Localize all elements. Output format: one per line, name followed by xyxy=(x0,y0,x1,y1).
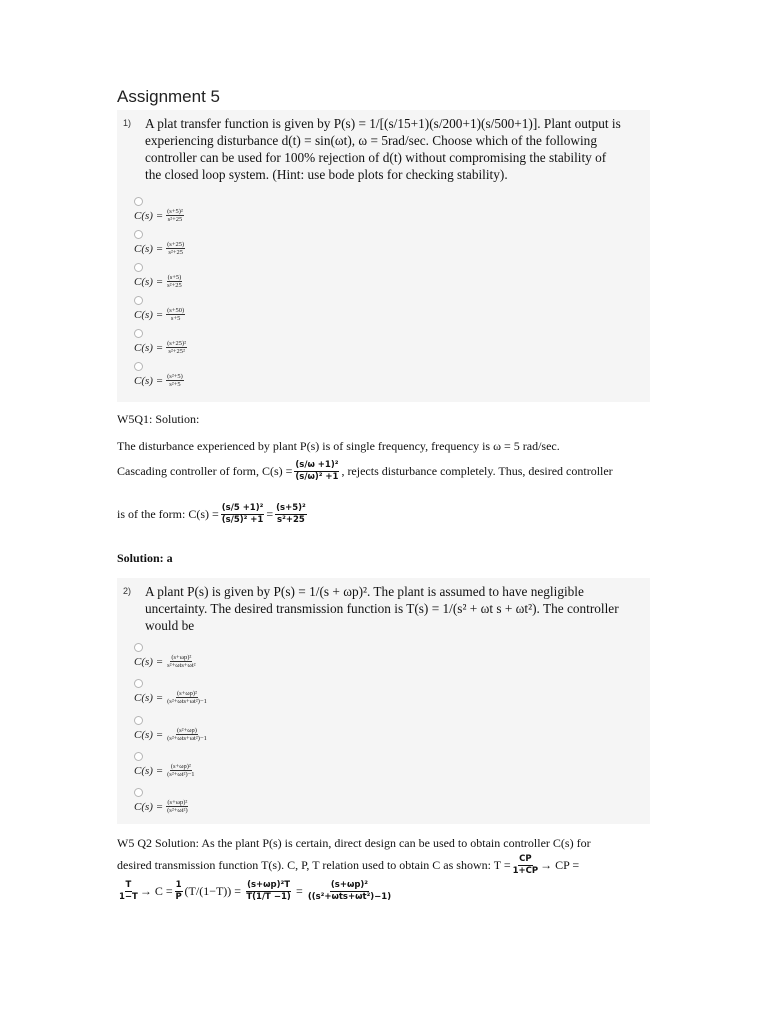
option-d[interactable] xyxy=(134,763,196,778)
math-numerator: (s+5)² xyxy=(276,503,306,513)
option-e-radio[interactable] xyxy=(134,788,143,797)
option-lhs: C(s) = xyxy=(134,728,164,741)
option-a[interactable] xyxy=(134,654,197,669)
option-numerator: (s+25) xyxy=(167,241,185,248)
math-denominator: s²+25 xyxy=(277,515,305,525)
option-d-radio[interactable] xyxy=(134,296,143,305)
option-numerator: (s²+5) xyxy=(167,373,183,380)
option-lhs: C(s) = xyxy=(134,209,164,222)
math-numerator: 1 xyxy=(175,880,182,890)
solution-text: → CP = xyxy=(540,858,580,872)
math-denominator: (s/ω)² +1 xyxy=(295,472,339,482)
option-numerator: (s+ωp)² xyxy=(176,690,197,697)
option-fraction xyxy=(166,307,185,322)
question-2-card xyxy=(117,578,650,824)
question-text-line: experiencing disturbance d(t) = sin(ωt), ω = 5rad/sec. Choose which of the following xyxy=(145,133,597,148)
option-numerator: (s+ωp)² xyxy=(171,654,192,661)
option-denominator: s²+5 xyxy=(169,381,181,388)
option-b-radio[interactable] xyxy=(134,679,143,688)
solution-text: → C = xyxy=(139,884,173,898)
option-lhs: C(s) = xyxy=(134,764,164,777)
option-fraction xyxy=(166,763,195,778)
option-fraction xyxy=(166,799,189,814)
option-numerator: (s+5) xyxy=(167,274,182,281)
option-c-radio[interactable] xyxy=(134,716,143,725)
option-b[interactable] xyxy=(134,690,208,705)
question-number: 1) xyxy=(123,118,132,128)
option-lhs: C(s) = xyxy=(134,655,164,668)
option-denominator: s²+25 xyxy=(167,216,183,223)
option-denominator: s²+25² xyxy=(168,348,185,355)
solution-1-line xyxy=(117,503,309,526)
solution-2-line xyxy=(117,880,393,903)
option-denominator: (s²+ωt²)−1 xyxy=(167,771,195,778)
math-fraction xyxy=(513,854,539,877)
solution-text: , rejects disturbance completely. Thus, desired controller xyxy=(341,464,613,478)
math-fraction xyxy=(308,880,391,903)
math-denominator: P xyxy=(175,892,182,902)
math-denominator: T(1/T −1) xyxy=(246,892,291,902)
question-text-line: A plat transfer function is given by P(s) = 1/[(s/15+1)(s/200+1)(s/500+1)]. Plant output is xyxy=(145,116,621,131)
solution-text: Cascading controller of form, C(s) = xyxy=(117,464,293,478)
option-lhs: C(s) = xyxy=(134,800,164,813)
option-fraction xyxy=(166,690,208,705)
math-numerator: (s/5 +1)² xyxy=(221,503,264,513)
solution-1-line xyxy=(117,460,613,483)
question-1-card xyxy=(117,110,650,402)
solution-1-heading: W5Q1: Solution: xyxy=(117,412,200,426)
equals-sign: = xyxy=(234,884,242,898)
option-fraction xyxy=(166,373,184,388)
math-denominator: (s/5)² +1 xyxy=(221,515,264,525)
option-fraction xyxy=(166,340,187,355)
solution-text: (T/(1−T)) xyxy=(184,884,232,898)
option-c-radio[interactable] xyxy=(134,263,143,272)
solution-1-line: The disturbance experienced by plant P(s) is of single frequency, frequency is ω = 5 rad/sec. xyxy=(117,439,560,453)
option-a-radio[interactable] xyxy=(134,197,143,206)
option-fraction xyxy=(166,274,183,289)
math-fraction xyxy=(246,880,291,903)
option-b-radio[interactable] xyxy=(134,230,143,239)
math-numerator: (s+ωp)² xyxy=(330,880,369,890)
question-text-line: would be xyxy=(145,618,195,633)
math-numerator: (s+ωp)²T xyxy=(247,880,291,890)
option-e[interactable] xyxy=(134,340,187,355)
solution-2-line xyxy=(117,854,579,877)
option-f-radio[interactable] xyxy=(134,362,143,371)
option-lhs: C(s) = xyxy=(134,242,164,255)
option-a[interactable] xyxy=(134,208,184,223)
option-denominator: (s²+ωts+ωt²)−1 xyxy=(167,735,207,742)
solution-2-line: W5 Q2 Solution: As the plant P(s) is certain, direct design can be used to obtain controller C(s) for xyxy=(117,836,591,850)
page-title: Assignment 5 xyxy=(117,87,220,106)
option-d-radio[interactable] xyxy=(134,752,143,761)
option-numerator: (s+25)² xyxy=(167,340,187,347)
question-text-line: A plant P(s) is given by P(s) = 1/(s + ωp)². The plant is assumed to have negligible xyxy=(145,584,584,599)
math-fraction xyxy=(175,880,183,903)
option-numerator: (s+ωp)² xyxy=(167,799,188,806)
solution-text: is of the form: C(s) = xyxy=(117,507,219,521)
option-f[interactable] xyxy=(134,373,184,388)
option-b[interactable] xyxy=(134,241,185,256)
option-denominator: s²+25 xyxy=(168,249,183,256)
math-fraction xyxy=(119,880,138,903)
option-c[interactable] xyxy=(134,274,183,289)
option-denominator: s²+ωts+ωt² xyxy=(167,662,196,669)
option-lhs: C(s) = xyxy=(134,275,164,288)
option-e[interactable] xyxy=(134,799,189,814)
option-c[interactable] xyxy=(134,727,208,742)
option-fraction xyxy=(166,241,185,256)
option-numerator: (s+50) xyxy=(167,307,185,314)
option-e-radio[interactable] xyxy=(134,329,143,338)
question-text-line: the closed loop system. (Hint: use bode plots for checking stability). xyxy=(145,167,508,182)
question-text-line: uncertainty. The desired transmission function is T(s) = 1/(s² + ωt s + ωt²). The controller xyxy=(145,601,619,616)
solution-1-answer: Solution: a xyxy=(117,551,173,565)
math-denominator: 1+CP xyxy=(512,866,539,876)
math-fraction xyxy=(294,460,339,483)
question-number: 2) xyxy=(123,586,132,596)
solution-text: desired transmission function T(s). C, P, T relation used to obtain C as shown: T = xyxy=(117,858,511,872)
option-d[interactable] xyxy=(134,307,185,322)
option-lhs: C(s) = xyxy=(134,341,164,354)
math-denominator: 1−T xyxy=(119,892,138,902)
math-numerator: CP xyxy=(519,854,532,864)
math-numerator: (s/ω +1)² xyxy=(295,460,339,470)
option-denominator: (s²+ωt²) xyxy=(167,807,188,814)
math-numerator: T xyxy=(125,880,132,890)
question-1-text xyxy=(145,115,621,183)
option-lhs: C(s) = xyxy=(134,374,164,387)
option-a-radio[interactable] xyxy=(134,643,143,652)
question-text-line: controller can be used for 100% rejection of d(t) without compromising the stability of xyxy=(145,150,607,165)
option-lhs: C(s) = xyxy=(134,308,164,321)
math-denominator: ((s²+ωts+ωt²)−1) xyxy=(307,892,392,902)
math-fraction xyxy=(221,503,265,526)
equals-sign: = xyxy=(266,507,274,521)
option-fraction xyxy=(166,654,196,669)
question-2-text xyxy=(145,583,619,634)
option-numerator: (s+ωp)² xyxy=(170,763,191,770)
math-fraction xyxy=(275,503,307,526)
option-lhs: C(s) = xyxy=(134,691,164,704)
option-denominator: s+5 xyxy=(170,315,181,322)
option-fraction xyxy=(166,208,184,223)
option-numerator: (s+5)² xyxy=(167,208,183,215)
option-numerator: (s²+ωp) xyxy=(176,727,197,734)
equals-sign: = xyxy=(296,884,303,898)
option-denominator: s²+25 xyxy=(167,282,182,289)
option-fraction xyxy=(166,727,208,742)
option-denominator: (s²+ωts+ωt²)−1 xyxy=(167,698,207,705)
